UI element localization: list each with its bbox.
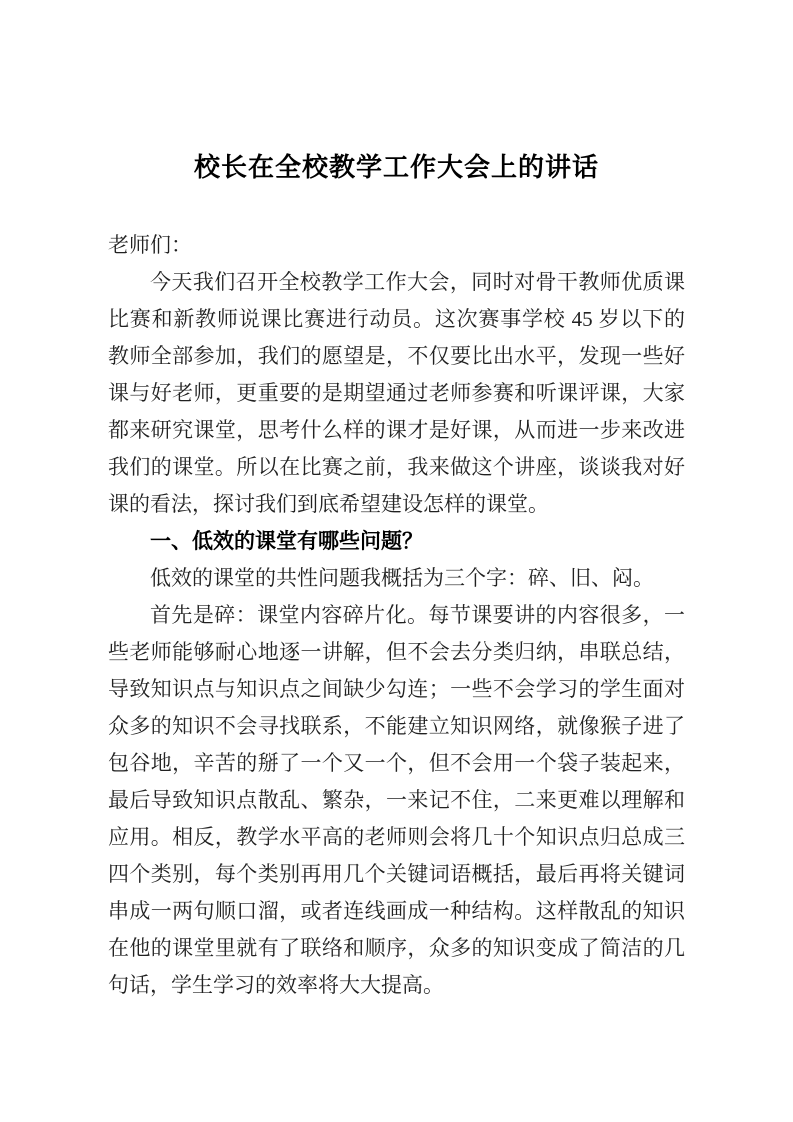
salutation-line: 老师们： bbox=[108, 233, 192, 257]
section-heading: 一、低效的课堂有哪些问题？ bbox=[150, 529, 423, 553]
body-paragraph: 首先是碎：课堂内容碎片化。每节课要讲的内容很多，一些老师能够耐心地逐一讲解，但不会去分类归纳，串联总结，导致知识点与知识点之间缺少勾连；一些不会学习的学生面对众多的知识不会寻找联系，不能建立知识网络，就像猴子进了包谷地，辛苦的掰了一个又一个，但不会用一个袋子装起来，最后导致知识点散乱、繁杂，一来记不住，二来更难以理解和应用。相反，教学水平高的老师则会将几十个知识点归总成三四个类别，每个类别再用几个关键词语概括，最后再将关键词串成一两句顺口溜，或者连线画成一种结构。这样散乱的知识在他的课堂里就有了联络和顺序，众多的知识变成了简洁的几句话，学生学习的效率将大大提高。 bbox=[108, 603, 685, 997]
document-title: 校长在全校教学工作大会上的讲话 bbox=[193, 153, 599, 182]
document-body bbox=[108, 227, 685, 1004]
body-paragraph: 今天我们召开全校教学工作大会，同时对骨干教师优质课比赛和新教师说课比赛进行动员。这次赛事学校 45 岁以下的教师全部参加，我们的愿望是，不仅要比出水平，发现一些好课与好老师，更重要的是期望通过老师参赛和听课评课，大家都来研究课堂，思考什么样的课才是好课，从而进一步来改进我们的课堂。所以在比赛之前，我来做这个讲座，谈谈我对好课的看法，探讨我们到底希望建设怎样的课堂。 bbox=[108, 270, 685, 516]
body-paragraph: 低效的课堂的共性问题我概括为三个字：碎、旧、闷。 bbox=[150, 566, 654, 590]
